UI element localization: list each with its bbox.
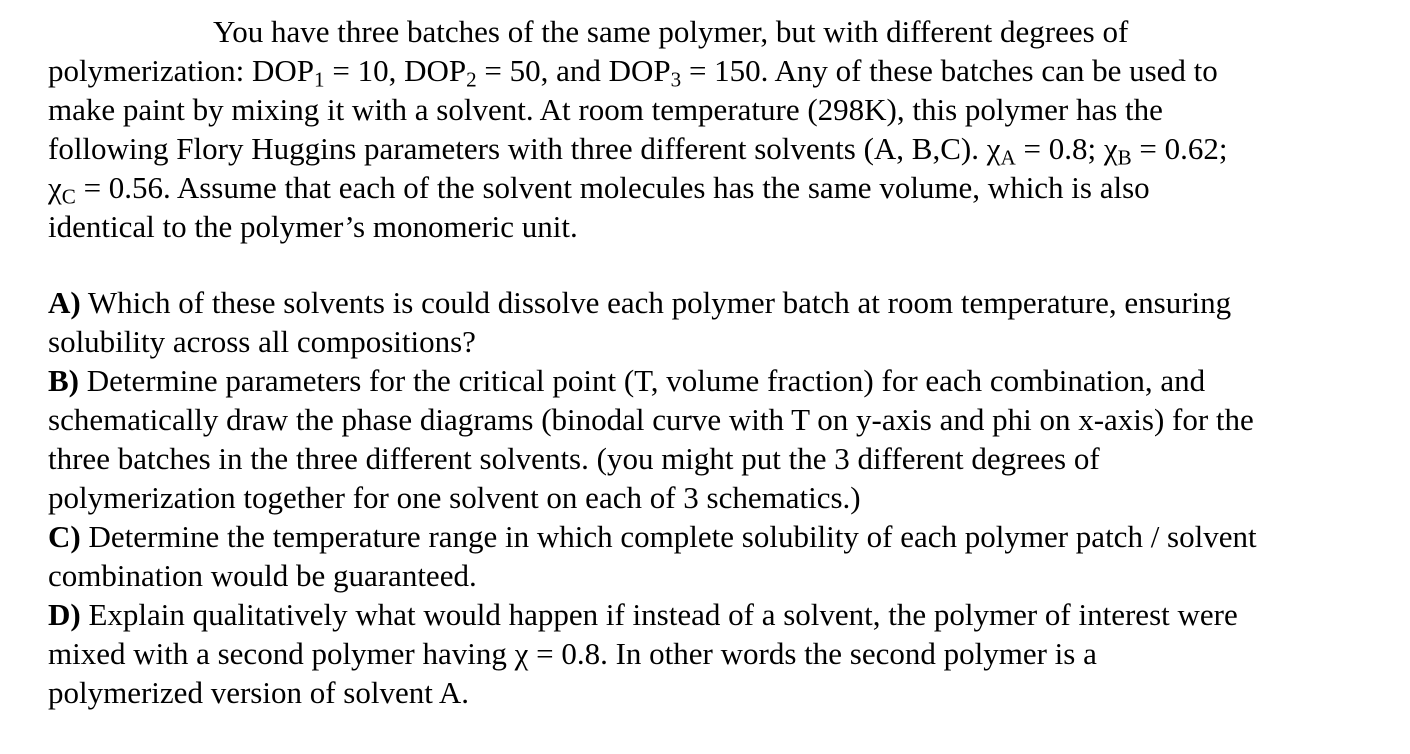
question-c-line-1 (48, 517, 1388, 556)
question-a-label: A) (48, 285, 81, 320)
question-c-label: C) (48, 519, 81, 554)
dop-3-subscript: 3 (670, 67, 682, 92)
dop-1-subscript: 1 (314, 67, 325, 92)
chi-a-subscript: A (1000, 145, 1016, 170)
question-d-label: D) (48, 597, 81, 632)
question-a-line-2: solubility across all compositions? (48, 324, 476, 359)
question-b-line-2: schematically draw the phase diagrams (binodal curve with T on y-axis and phi on x-axis) for the (48, 402, 1254, 437)
intro-line-4-text-b: = 0.8; χ (1015, 131, 1118, 166)
question-c (48, 517, 1388, 595)
intro-line-2-text-b: = 10, DOP (324, 53, 467, 88)
question-d-line-3: polymerized version of solvent A. (48, 675, 469, 710)
question-d-line-1 (48, 595, 1388, 634)
question-a-line-1 (48, 283, 1388, 322)
question-b-line-4: polymerization together for one solvent on each of 3 schematics.) (48, 480, 861, 515)
question-b (48, 361, 1388, 517)
question-a (48, 283, 1388, 361)
question-a-text-1: Which of these solvents is could dissolve each polymer batch at room temperature, ensuring (80, 285, 1232, 320)
question-c-line-2: combination would be guaranteed. (48, 558, 477, 593)
question-b-line-1 (48, 361, 1388, 400)
intro-line-5 (48, 168, 1388, 207)
paragraph-spacer (48, 246, 1388, 283)
question-b-text-1: Determine parameters for the critical point (T, volume fraction) for each combination, and (79, 363, 1206, 398)
intro-line-5-text-b: = 0.56. Assume that each of the solvent molecules has the same volume, which is also (75, 170, 1150, 205)
intro-line-2-text-c: = 50, and DOP (476, 53, 671, 88)
question-d-line-2: mixed with a second polymer having χ = 0.8. In other words the second polymer is a (48, 636, 1097, 671)
intro-line-4-text-a: following Flory Huggins parameters with three different solvents (A, B,C). χ (48, 131, 1001, 166)
question-b-label: B) (48, 363, 79, 398)
intro-line-3: make paint by mixing it with a solvent. At room temperature (298K), this polymer has the (48, 92, 1163, 127)
intro-line-4 (48, 129, 1388, 168)
dop-2-subscript: 2 (466, 67, 477, 92)
intro-line-1: You have three batches of the same polymer, but with different degrees of (213, 14, 1129, 49)
problem-document (48, 12, 1388, 712)
chi-c-subscript: C (61, 184, 76, 209)
intro-line-5-text-a: χ (48, 170, 62, 205)
intro-line-2-text-d: = 150. Any of these batches can be used to (681, 53, 1218, 88)
question-c-text-1: Determine the temperature range in which complete solubility of each polymer patch / solvent (80, 519, 1257, 554)
question-d-text-1: Explain qualitatively what would happen if instead of a solvent, the polymer of interest were (80, 597, 1238, 632)
intro-line-2 (48, 51, 1388, 90)
question-d (48, 595, 1388, 712)
question-b-line-3: three batches in the three different solvents. (you might put the 3 different degrees of (48, 441, 1100, 476)
intro-paragraph (48, 12, 1388, 246)
intro-line-6: identical to the polymer’s monomeric unit. (48, 209, 578, 244)
chi-b-subscript: B (1117, 145, 1132, 170)
intro-line-4-text-c: = 0.62; (1131, 131, 1228, 166)
intro-line-2-text-a: polymerization: DOP (48, 53, 315, 88)
